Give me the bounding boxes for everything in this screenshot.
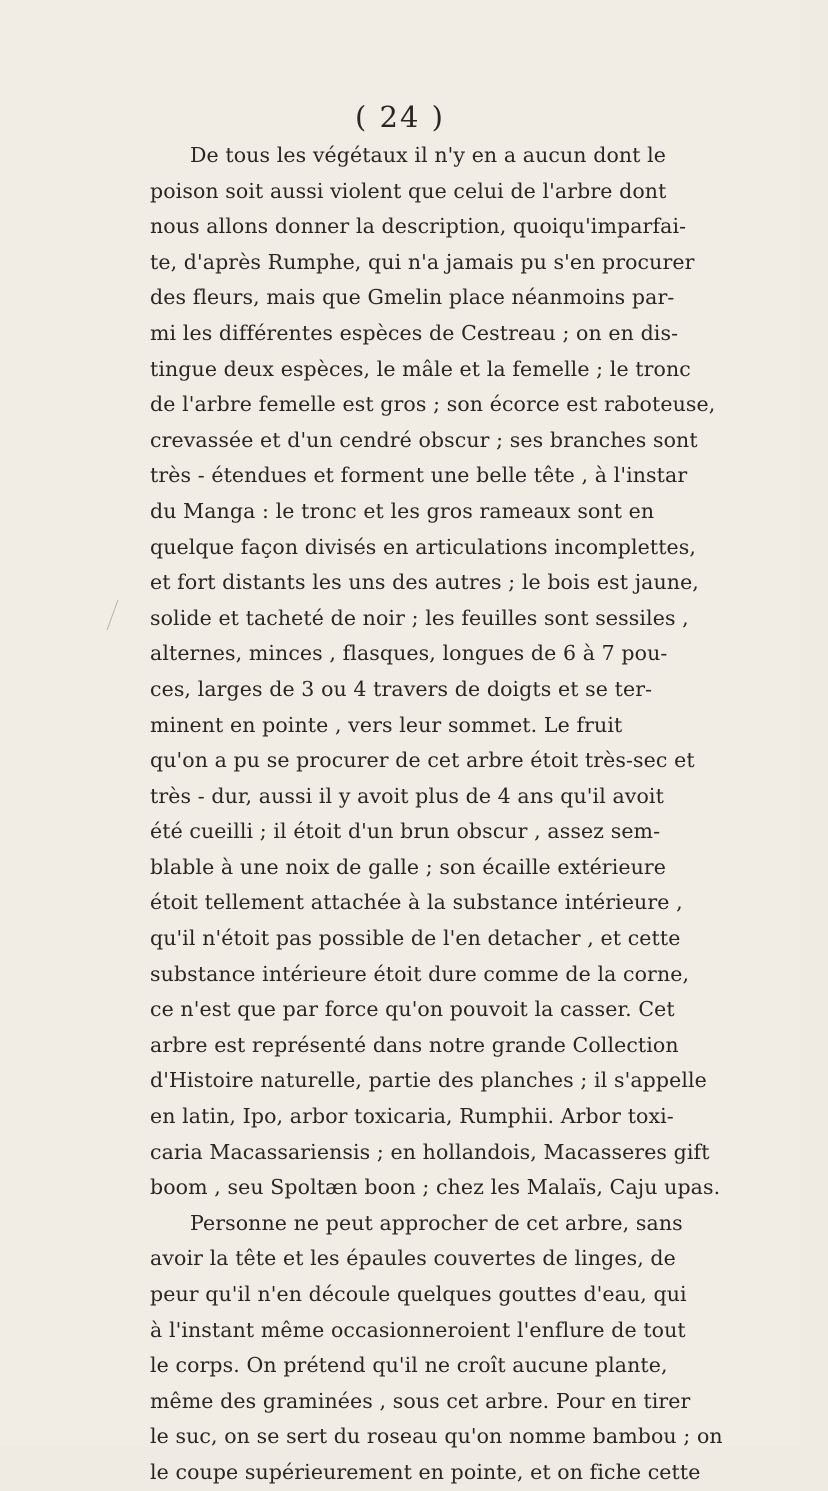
text-line: caria Macassariensis ; en hollandois, Macasseres gift [150, 1139, 710, 1164]
text-line: qu'il n'étoit pas possible de l'en detacher , et cette [150, 926, 681, 951]
text-line: blable à une noix de galle ; son écaille extérieure [150, 854, 667, 879]
text-line: poison soit aussi violent que celui de l'arbre dont [150, 178, 667, 203]
text-line: qu'on a pu se procurer de cet arbre étoit très-sec et [150, 748, 695, 773]
text-line: très - étendues et forment une belle tête , à l'instar [150, 463, 688, 488]
text-line: et fort distants les uns des autres ; le bois est jaune, [150, 570, 699, 595]
text-line: peur qu'il n'en découle quelques gouttes d'eau, qui [150, 1282, 687, 1306]
text-line: nous allons donner la description, quoiqu'imparfai- [150, 214, 687, 239]
text-line: alternes, minces , flasques, longues de 6 à 7 pou- [150, 641, 668, 666]
text-line: te, d'après Rumphe, qui n'a jamais pu s'en procurer [150, 249, 695, 274]
text-line: minent en pointe , vers leur sommet. Le fruit [150, 712, 623, 737]
text-line: ce n'est que par force qu'on pouvoit la casser. Cet [150, 997, 675, 1022]
text-line: à l'instant même occasionneroient l'enflure de tout [150, 1317, 686, 1342]
text-line: de l'arbre femelle est gros ; son écorce est raboteuse, [150, 392, 716, 417]
text-line: le corps. On prétend qu'il ne croît aucune plante, [150, 1353, 668, 1378]
text-line: avoir la tête et les épaules couvertes de linges, de [150, 1246, 676, 1271]
text-line: crevassée et d'un cendré obscur ; ses branches sont [150, 427, 698, 452]
body-text [150, 138, 828, 1491]
text-line: du Manga : le tronc et les gros rameaux sont en [150, 498, 655, 523]
text-line: De tous les végétaux il n'y en a aucun dont le [190, 143, 667, 167]
text-line: étoit tellement attachée à la substance intérieure , [150, 890, 683, 915]
text-line: même des graminées , sous cet arbre. Pour en tirer [150, 1388, 691, 1413]
text-line: boom , seu Spoltæn boon ; chez les Malaïs, Caju upas. [150, 1175, 721, 1200]
text-line: ces, larges de 3 ou 4 travers de doigts et se ter- [150, 676, 653, 701]
text-line: tingue deux espèces, le mâle et la femelle ; le tronc [150, 356, 691, 381]
text-line: en latin, Ipo, arbor toxicaria, Rumphii. Arbor toxi- [150, 1104, 674, 1129]
text-line: substance intérieure étoit dure comme de la corne, [150, 961, 690, 986]
text-line: des fleurs, mais que Gmelin place néanmoins par- [150, 285, 675, 310]
text-line: arbre est représenté dans notre grande Collection [150, 1032, 679, 1057]
text-line: d'Histoire naturelle, partie des planches ; il s'appelle [150, 1068, 707, 1093]
text-line: été cueilli ; il étoit d'un brun obscur , assez sem- [150, 819, 661, 844]
text-line: solide et tacheté de noir ; les feuilles sont sessiles , [150, 605, 689, 630]
text-line: Personne ne peut approcher de cet arbre, sans [190, 1210, 683, 1235]
page-number: ( 24 ) [355, 100, 445, 134]
text-line: mi les différentes espèces de Cestreau ; on en dis- [150, 320, 679, 345]
text-line: le suc, on se sert du roseau qu'on nomme bambou ; on [150, 1424, 723, 1449]
margin-pencil-mark [107, 600, 133, 630]
text-line: très - dur, aussi il y avoit plus de 4 ans qu'il avoit [150, 783, 664, 808]
text-line: le coupe supérieurement en pointe, et on fiche cette [150, 1459, 701, 1484]
text-line: quelque façon divisés en articulations incomplettes, [150, 534, 697, 559]
